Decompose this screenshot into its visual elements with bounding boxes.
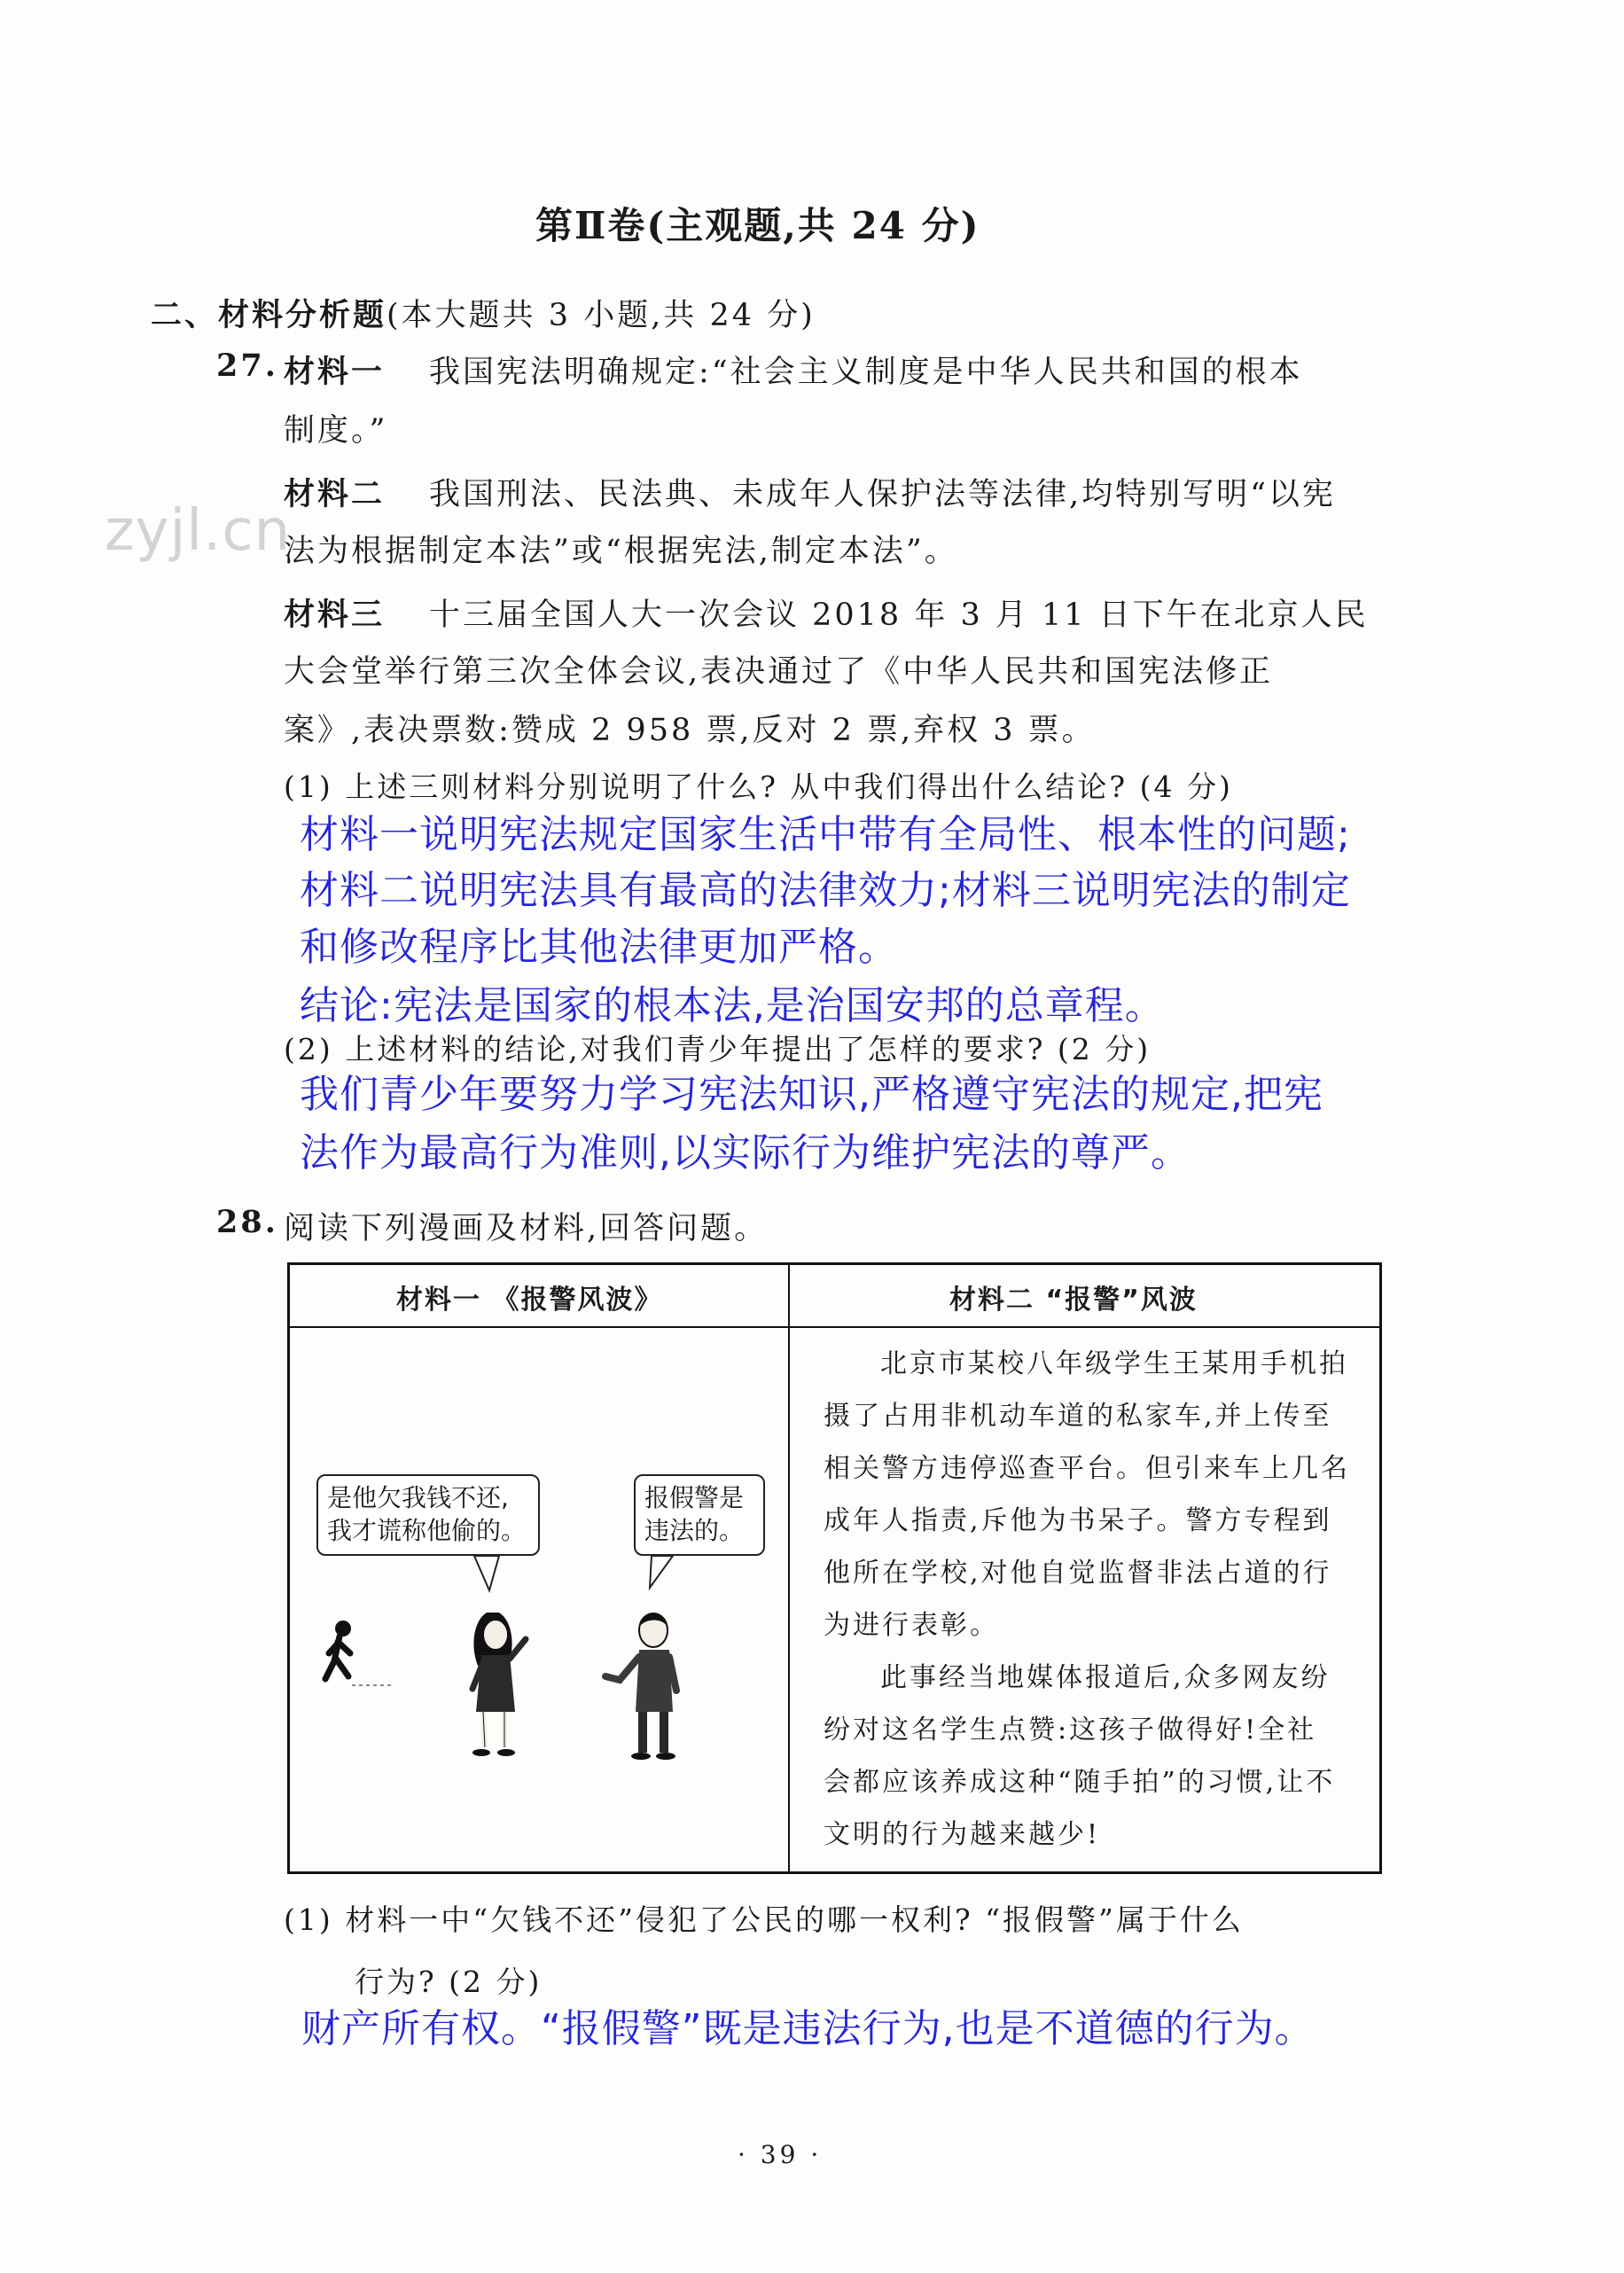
q27-answer1-line3: 和修改程序比其他法律更加严格。: [300, 925, 898, 970]
q27-material1-label: 材料一: [284, 354, 386, 390]
q28-question1-line2: 行为? (2 分): [355, 1964, 543, 1999]
bubble-tail-woman: [474, 1556, 499, 1590]
q28-intro: 阅读下列漫画及材料,回答问题。: [284, 1211, 769, 1246]
page-title: 第Ⅱ卷(主观题,共 24 分): [535, 204, 980, 247]
material2-line: 成年人指责,斥他为书呆子。警方专程到: [824, 1505, 1332, 1536]
speech-bubble-man-line2: 违法的。: [644, 1516, 745, 1545]
watermark: zyjl.cn: [105, 498, 292, 564]
material2-line: 他所在学校,对他自觉监督非法占道的行: [824, 1558, 1332, 1589]
q27-question1: (1) 上述三则材料分别说明了什么? 从中我们得出什么结论? (4 分): [284, 769, 1233, 804]
material2-line: 纷对这名学生点赞:这孩子做得好!全社: [824, 1715, 1317, 1746]
speech-bubble-woman-line1: 是他欠我钱不还,: [327, 1483, 509, 1512]
q27-number: 27.: [216, 348, 278, 384]
q27-answer2-line1: 我们青少年要努力学习宪法知识,严格遵守宪法的规定,把宪: [300, 1072, 1323, 1117]
section-heading-label: 二、材料分析题: [151, 297, 387, 333]
material2-line: 相关警方违停巡查平台。但引来车上几名: [824, 1453, 1350, 1484]
material2-line: 为进行表彰。: [824, 1610, 999, 1641]
q27-material1-line2: 制度。”: [284, 413, 388, 449]
page-number: · 39 ·: [738, 2140, 823, 2169]
material2-text: [824, 1338, 1350, 1861]
q27-question2: (2) 上述材料的结论,对我们青少年提出了怎样的要求? (2 分): [284, 1032, 1152, 1066]
table-divider: [788, 1265, 790, 1871]
q28-number: 28.: [216, 1204, 278, 1240]
q27-material2-line1: 我国刑法、民法典、未成年人保护法等法律,均特别写明“以宪: [429, 477, 1337, 512]
q27-answer1-line2: 材料二说明宪法具有最高的法律效力;材料三说明宪法的制定: [300, 868, 1351, 913]
woman-figure-icon: [472, 1613, 526, 1756]
q27-material3-line3: 案》,表决票数:赞成 2 958 票,反对 2 票,弃权 3 票。: [284, 713, 1096, 748]
q27-material3-label: 材料三: [284, 597, 386, 633]
material2-line: 会都应该养成这种“随手拍”的习惯,让不: [824, 1767, 1336, 1798]
q27-material1-line1: 我国宪法明确规定:“社会主义制度是中华人民共和国的根本: [429, 355, 1303, 390]
q28-answer1: 财产所有权。“报假警”既是违法行为,也是不道德的行为。: [301, 2006, 1315, 2051]
table-header-right: 材料二 “报警”风波: [949, 1285, 1198, 1316]
material2-line: 文明的行为越来越少!: [824, 1819, 1101, 1850]
section-heading: [151, 291, 816, 335]
section-heading-note: (本大题共 3 小题,共 24 分): [386, 298, 816, 333]
q27-answer1-line1: 材料一说明宪法规定国家生活中带有全局性、根本性的问题;: [300, 812, 1351, 857]
running-figure-icon: [325, 1621, 394, 1685]
material2-line: 摄了占用非机动车道的私家车,并上传至: [824, 1401, 1332, 1432]
man-figure-icon: [605, 1613, 676, 1760]
materials-table: [287, 1262, 1382, 1874]
q27-material2-line2: 法为根据制定本法”或“根据宪法,制定本法”。: [284, 534, 958, 569]
material2-line: 此事经当地媒体报道后,众多网友纷: [880, 1662, 1331, 1693]
speech-bubble-man-line1: 报假警是: [644, 1483, 745, 1512]
table-header-left: 材料一 《报警风波》: [396, 1285, 663, 1316]
q28-question1-line1: (1) 材料一中“欠钱不还”侵犯了公民的哪一权利? “报假警”属于什么: [284, 1902, 1244, 1937]
q27-material3-line1: 十三届全国人大一次会议 2018 年 3 月 11 日下午在北京人民: [429, 598, 1369, 633]
q27-material3-line2: 大会堂举行第三次全体会议,表决通过了《中华人民共和国宪法修正: [284, 654, 1274, 690]
bubble-tail-man: [650, 1556, 673, 1588]
cartoon-illustration: [290, 1329, 786, 1874]
material2-line: 北京市某校八年级学生王某用手机拍: [880, 1348, 1348, 1379]
q27-material2-label: 材料二: [284, 476, 386, 512]
q27-answer1-line4: 结论:宪法是国家的根本法,是治国安邦的总章程。: [300, 983, 1165, 1028]
speech-bubble-woman-line2: 我才谎称他偷的。: [327, 1516, 527, 1545]
q27-answer2-line2: 法作为最高行为准则,以实际行为维护宪法的尊严。: [300, 1130, 1191, 1176]
